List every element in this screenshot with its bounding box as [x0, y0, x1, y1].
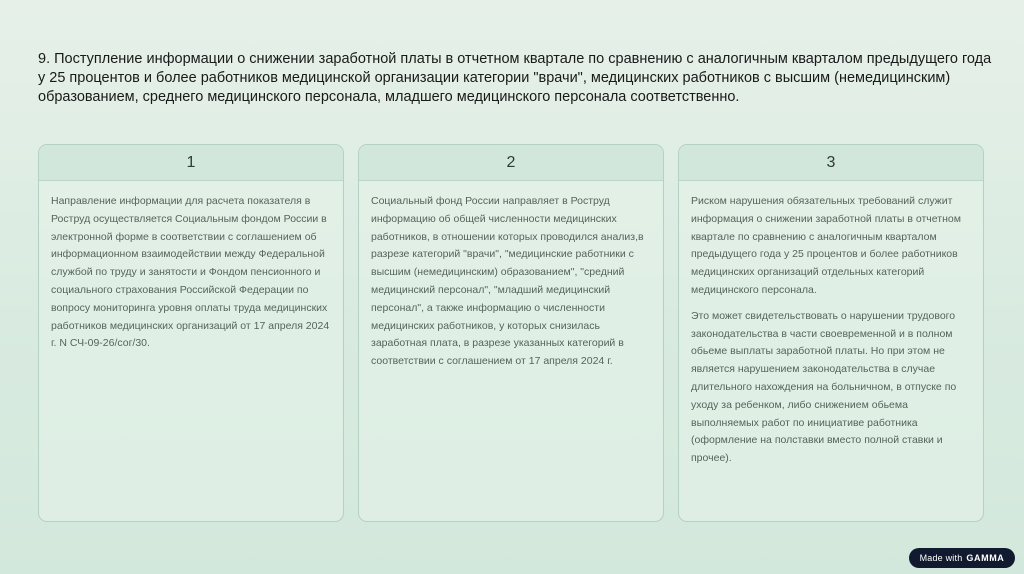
badge-prefix: Made with	[919, 553, 963, 563]
card-body	[679, 181, 983, 468]
page-title: 9. Поступление информации о снижении заработной платы в отчетном квартале по сравнению с аналогичным кварталом предыдущего года у 25 процентов и более работников медицинской организации категории "врачи", медицинских работников с высшим (немедицинским) образованием, среднего медицинского персонала, младшего медицинского персонала соответственно.	[38, 51, 992, 105]
card-3	[678, 144, 984, 522]
card-body	[39, 181, 343, 353]
card-2	[358, 144, 664, 522]
gamma-logo: GAMMA	[966, 553, 1005, 563]
card-paragraph: Риском нарушения обязательных требований служит информация о снижении заработной платы в отчетном квартале по сравнению с аналогичным кварталом предыдущего года у 25 процентов и более работников медицинских организаций отдельных категорий медицинского персонала.	[691, 195, 961, 296]
card-body	[359, 181, 663, 371]
card-number: 1	[39, 145, 343, 181]
made-with-gamma-badge[interactable]	[909, 548, 1015, 568]
card-number: 2	[359, 145, 663, 181]
card-number: 3	[679, 145, 983, 181]
card-1	[38, 144, 344, 522]
card-paragraph: Это может свидетельствовать о нарушении трудового законодательства в части своевременной и в полном обьеме выплаты заработной платы. Но при этом не является нарушением законодательства в случае длительного нахождения на больничном, в отпуске по уходу за ребенком, либо снижением обьема выполняемых работ по инициативе работника (оформление на полставки вместо полной ставки и прочее).	[691, 309, 957, 465]
card-paragraph: Направление информации для расчета показателя в Роструд осуществляется Социальным фондом России в электронной форме в соответствии с соглашением об информационном взаимодействии между Федеральной службой по труду и занятости и Фондом пенсионного и социального страхования Российской Федерации по вопросу мониторинга уровня оплаты труда медицинских работников медицинских организаций от 17 апреля 2024 г. N СЧ-09-26/сог/30.	[51, 195, 330, 350]
card-paragraph: Социальный фонд России направляет в Роструд информацию об общей численности медицинских работников, в отношении которых проводился анализ,в разрезе категорий "врачи", "медицинские работники с высшим (немедицинским) образованием", "средний медицинский персонал", "младший медицинский персонал", а также информацию о численности медицинских работников, у которых снизилась заработная плата, в разрезе указанных категорий в соответствии с соглашением от 17 апреля 2024 г.	[371, 195, 644, 368]
